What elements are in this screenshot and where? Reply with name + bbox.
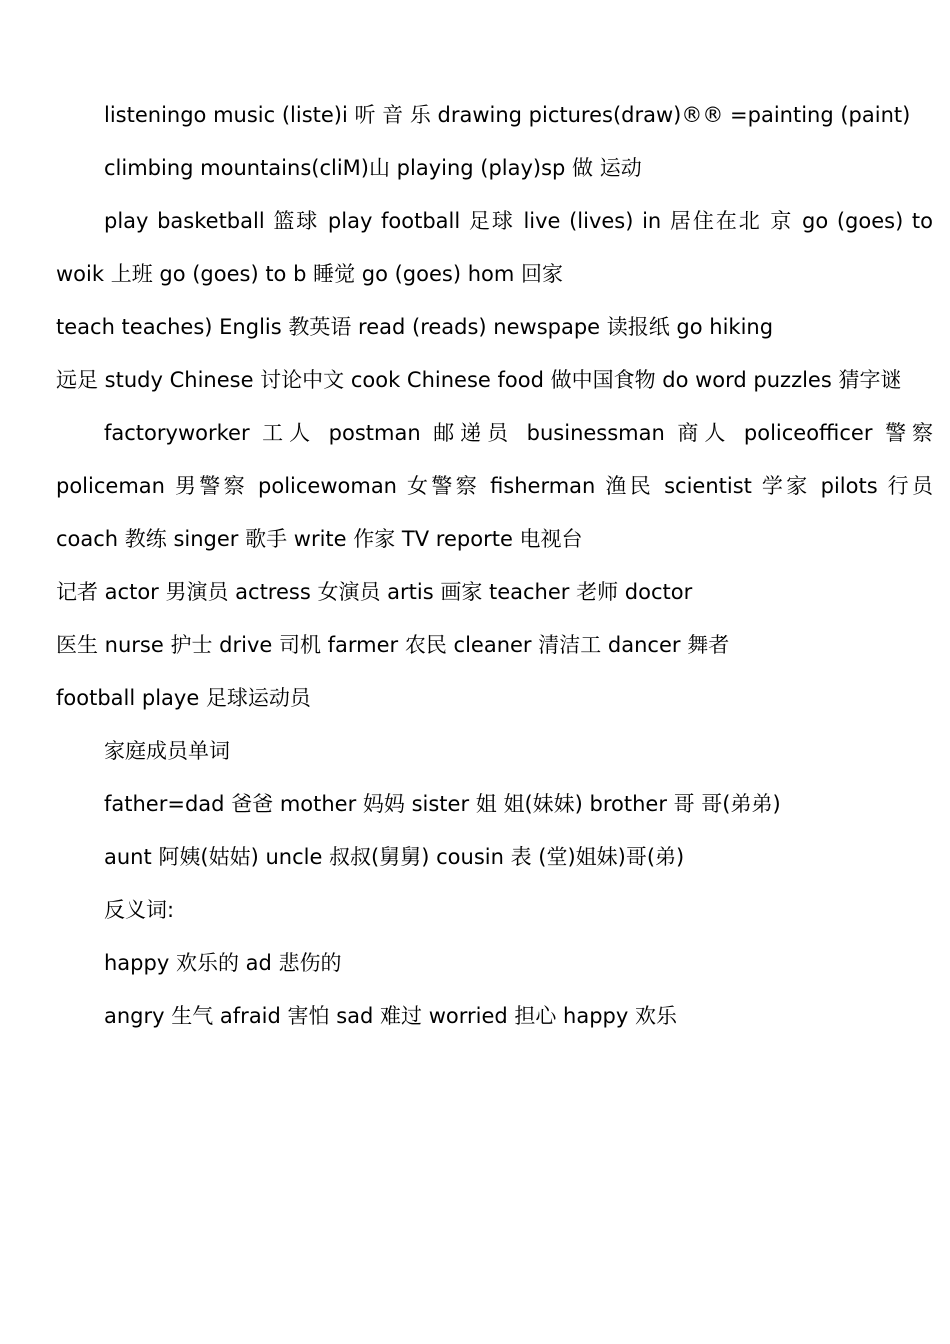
paragraph: teach teaches) Englis 教英语 read (reads) newspape 读报纸 go hiking [56,315,774,339]
paragraph: football playe 足球运动员 [56,686,311,710]
paragraph: happy 欢乐的 ad 悲伤的 [104,951,342,975]
paragraph: 记者 actor 男演员 actress 女演员 artis 画家 teacher 老师 doctor [56,580,693,604]
paragraph: climbing mountains(cliM)山 playing (play)sp 做 运动 [104,156,642,180]
paragraph: aunt 阿姨(姑姑) uncle 叔叔(舅舅) cousin 表 (堂)姐妹)哥(弟) [104,845,685,869]
paragraph: 医生 nurse 护士 drive 司机 farmer 农民 cleaner 清洁工 dancer 舞者 [56,633,730,657]
paragraph: play basketball 篮球 play football 足球 live (lives) in 居住在北 京 go (goes) to woik 上班 go (goes) to b 睡觉 go (goes) hom 回家 [56,209,933,286]
paragraph: listeningo music (liste)i 听 音 乐 drawing pictures(draw)®® =painting (paint) [104,103,911,127]
paragraph: 远足 study Chinese 讨论中文 cook Chinese food 做中国食物 do word puzzles 猜字谜 [56,368,902,392]
section-heading: 家庭成员单词 [104,739,230,763]
paragraph: father=dad 爸爸 mother 妈妈 sister 姐 姐(妹妹) brother 哥 哥(弟弟) [104,792,781,816]
document-body [56,89,933,1043]
paragraph: factoryworker 工人 postman 邮递员 businessman 商人 policeofficer 警察 policeman 男警察 policewoman 女警察 fisherman 渔民 scientist 学家 pilots 行员 coach 教练 singer 歌手 write 作家 TV reporte 电视台 [56,421,933,551]
section-heading: 反义词: [104,898,175,922]
paragraph: angry 生气 afraid 害怕 sad 难过 worried 担心 happy 欢乐 [104,1004,677,1028]
